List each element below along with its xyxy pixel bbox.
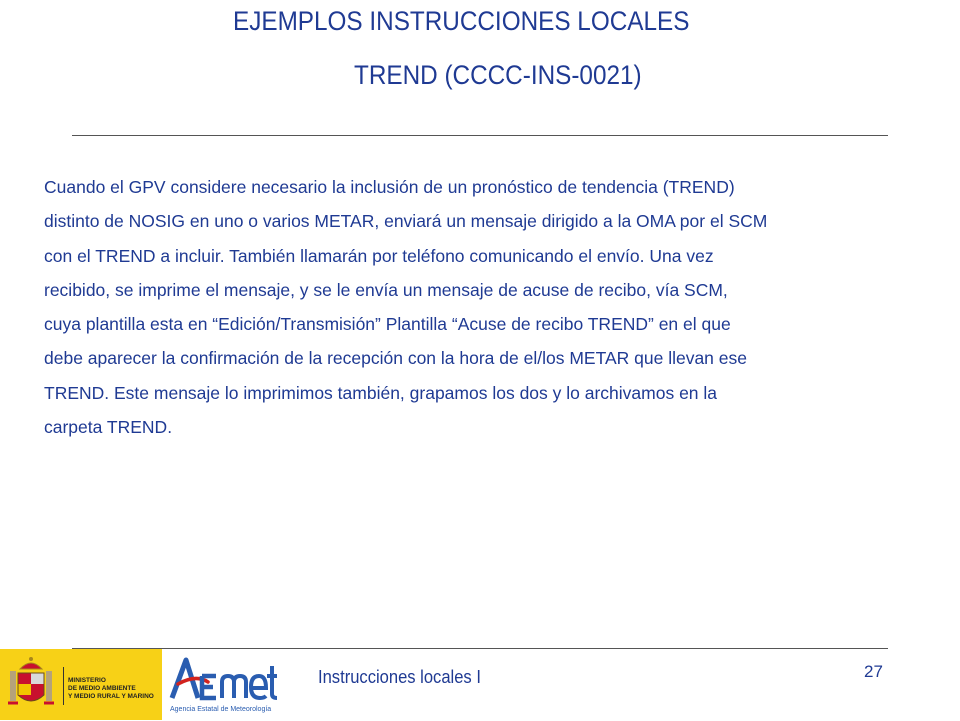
paragraph-line: Cuando el GPV considere necesario la inclusión de un pronóstico de tendencia (TREND)	[44, 177, 735, 197]
bottom-divider	[72, 648, 888, 649]
ministry-logo	[0, 649, 162, 720]
ministry-text-line-1: MINISTERIO	[68, 677, 106, 684]
page-number: 27	[864, 662, 883, 681]
paragraph-line: con el TREND a incluir. También llamarán por teléfono comunicando el envío. Una vez	[44, 245, 714, 266]
paragraph-line: debe aparecer la confirmación de la recepción con la hora de el/los METAR que llevan ese	[44, 348, 747, 369]
coat-of-arms-icon	[8, 657, 54, 703]
paragraph-line: carpeta TREND.	[44, 417, 173, 438]
paragraph-line: recibido, se imprime el mensaje, y se le envía un mensaje de acuse de recibo, vía SCM,	[44, 279, 728, 300]
paragraph-line: distinto de NOSIG en uno o varios METAR, enviará un mensaje dirigido a la OMA por el SCM	[44, 211, 768, 232]
page-title-line-2: TREND (CCCC-INS-0021)	[354, 60, 642, 90]
ministry-text-line-2: DE MEDIO AMBIENTE	[68, 685, 136, 692]
body-paragraph	[44, 170, 944, 444]
paragraph-line: cuya plantilla esta en “Edición/Transmisión” Plantilla “Acuse de recibo TREND” en el que	[44, 314, 731, 335]
page-title-line-1: EJEMPLOS INSTRUCCIONES LOCALES	[233, 6, 690, 36]
footer-title: Instrucciones locales I	[318, 667, 481, 687]
paragraph-line: TREND. Este mensaje lo imprimimos también, grapamos los dos y lo archivamos en la	[44, 382, 718, 403]
aemet-wordmark-icon	[172, 660, 277, 698]
aemet-tagline: Agencia Estatal de Meteorología	[170, 706, 272, 713]
top-divider	[72, 135, 888, 136]
aemet-logo	[168, 654, 288, 716]
ministry-text-line-3: Y MEDIO RURAL Y MARINO	[68, 693, 154, 700]
